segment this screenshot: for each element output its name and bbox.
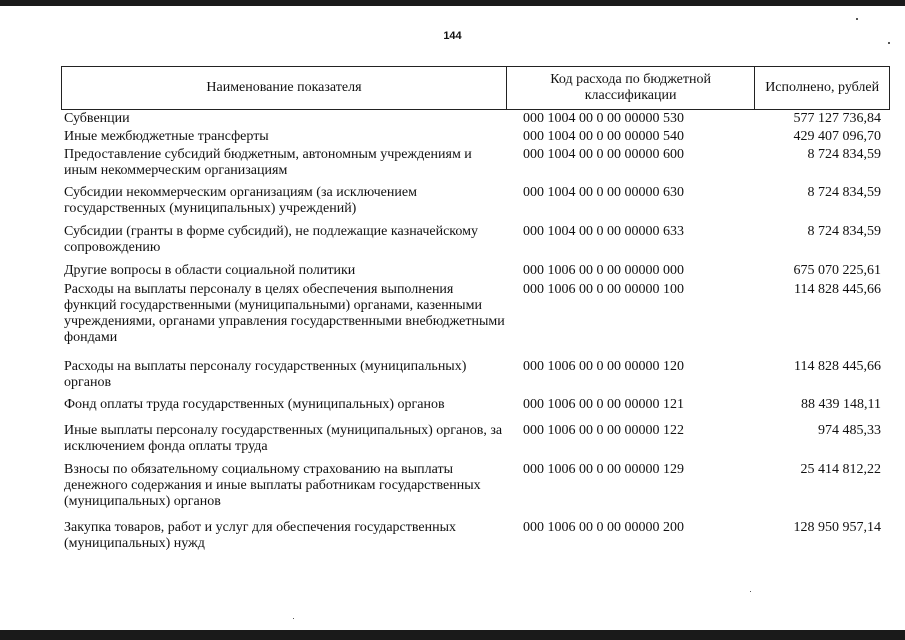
row-code: 000 1006 00 0 00 00000 000: [523, 263, 684, 278]
scan-bottom-border: [0, 630, 905, 640]
row-name: Субвенции: [64, 111, 130, 126]
table-row: [61, 224, 890, 263]
row-name: Иные межбюджетные трансферты: [64, 129, 269, 144]
row-code: 000 1006 00 0 00 00000 200: [523, 520, 684, 535]
scan-speck: [856, 18, 858, 20]
table-row: [61, 520, 890, 558]
table-row: [61, 147, 890, 185]
row-name: Взносы по обязательному социальному страхованию на выплаты денежного содержания и иные выплаты работникам государственных (муниципальных) органов: [64, 462, 481, 509]
row-name: Предоставление субсидий бюджетным, автономным учреждениям и иным некоммерческим организациям: [64, 147, 472, 178]
table-row: [61, 359, 890, 397]
header-code: Код расхода по бюджетной классификации: [506, 67, 755, 109]
row-amount: 88 439 148,11: [801, 397, 881, 412]
row-code: 000 1006 00 0 00 00000 120: [523, 359, 684, 374]
table-row: [61, 263, 890, 282]
table-row: [61, 129, 890, 147]
row-code: 000 1006 00 0 00 00000 129: [523, 462, 684, 477]
row-amount: 25 414 812,22: [800, 462, 881, 477]
row-amount: 577 127 736,84: [793, 111, 881, 126]
scan-speck: [293, 618, 294, 619]
row-name: Субсидии некоммерческим организациям (за исключением государственных (муниципальных) учреждений): [64, 185, 417, 216]
row-code: 000 1006 00 0 00 00000 100: [523, 282, 684, 297]
row-code: 000 1004 00 0 00 00000 530: [523, 111, 684, 126]
expenditure-table: [61, 66, 890, 558]
table-row: [61, 185, 890, 224]
row-amount: 8 724 834,59: [807, 147, 881, 162]
row-name: Иные выплаты персоналу государственных (муниципальных) органов, за исключением фонда оплаты труда: [64, 423, 503, 454]
row-code: 000 1004 00 0 00 00000 600: [523, 147, 684, 162]
row-name: Закупка товаров, работ и услуг для обеспечения государственных (муниципальных) нужд: [64, 520, 457, 551]
table-row: [61, 111, 890, 129]
scan-top-border: [0, 0, 905, 6]
row-name: Расходы на выплаты персоналу государственных (муниципальных) органов: [64, 359, 467, 390]
scan-speck: [750, 591, 751, 592]
table-header: [61, 66, 890, 110]
row-amount: 114 828 445,66: [794, 282, 881, 297]
scan-speck: [888, 42, 890, 44]
header-amount: Исполнено, рублей: [765, 80, 880, 95]
table-row: [61, 423, 890, 462]
header-name: Наименование показателя: [206, 80, 362, 95]
row-name: Субсидии (гранты в форме субсидий), не подлежащие казначейскому сопровождению: [64, 224, 478, 255]
row-amount: 675 070 225,61: [793, 263, 881, 278]
row-code: 000 1004 00 0 00 00000 633: [523, 224, 684, 239]
row-code: 000 1006 00 0 00 00000 122: [523, 423, 684, 438]
table-row: [61, 282, 890, 359]
row-code: 000 1006 00 0 00 00000 121: [523, 397, 684, 412]
row-amount: 429 407 096,70: [793, 129, 881, 144]
row-code: 000 1004 00 0 00 00000 630: [523, 185, 684, 200]
row-name: Фонд оплаты труда государственных (муниципальных) органов: [64, 397, 445, 412]
row-name: Другие вопросы в области социальной политики: [64, 263, 356, 278]
page-number: 144: [443, 30, 462, 42]
row-amount: 8 724 834,59: [807, 224, 881, 239]
row-amount: 974 485,33: [818, 423, 881, 438]
row-amount: 114 828 445,66: [794, 359, 881, 374]
row-code: 000 1004 00 0 00 00000 540: [523, 129, 684, 144]
table-row: [61, 397, 890, 423]
row-amount: 8 724 834,59: [807, 185, 881, 200]
row-name: Расходы на выплаты персоналу в целях обеспечения выполнения функций государственными (муниципальными) органами, казенными учреждениями, органами управления государственными внебюджетными фондами: [64, 282, 505, 345]
row-amount: 128 950 957,14: [793, 520, 881, 535]
table-row: [61, 462, 890, 520]
